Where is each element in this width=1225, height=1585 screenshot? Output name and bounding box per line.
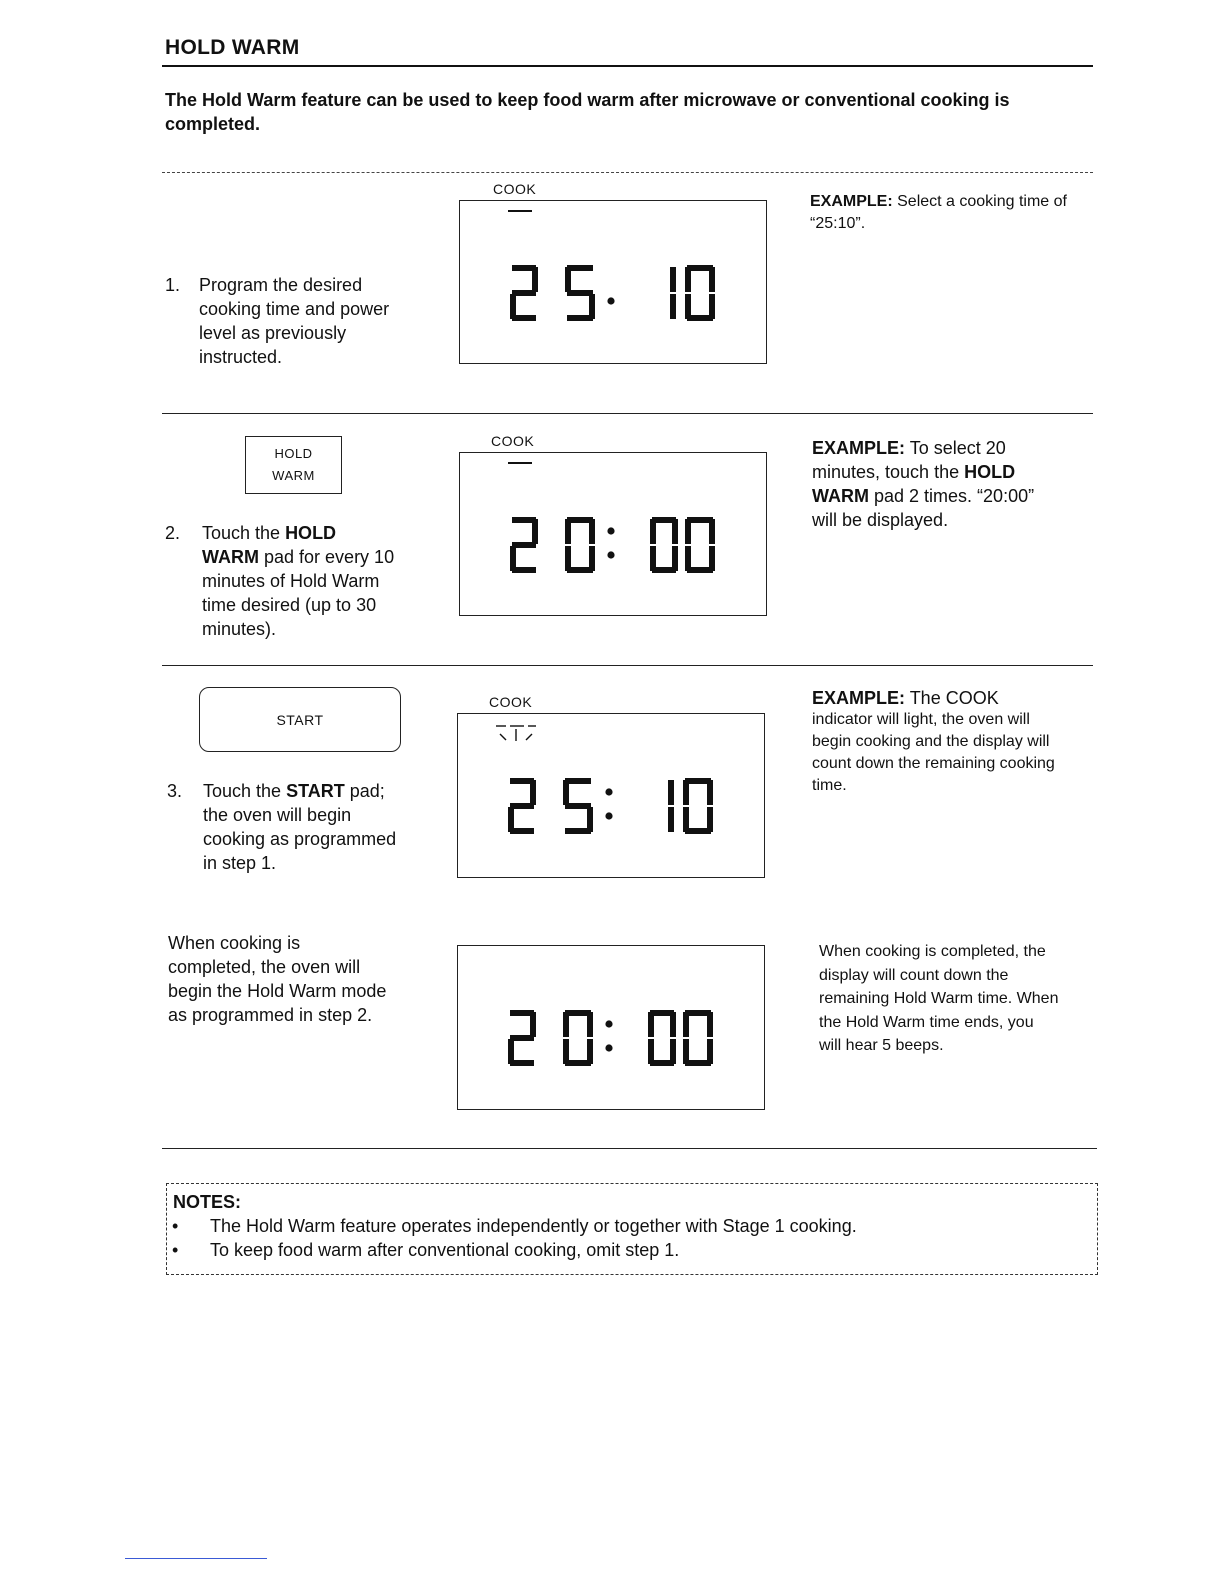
text-segment: pad; [344,781,385,801]
digit-segment [670,1012,676,1037]
text-line: begin the Hold Warm mode [168,981,387,1001]
digit-segment [668,780,674,805]
text-segment: Touch the [202,523,286,543]
text-segment: in step 1. [203,853,277,873]
text-segment: WARM [202,547,259,567]
pad-label: HOLD [274,446,313,461]
cook-indicator-label: COOK [493,181,537,197]
start-pad[interactable] [199,687,401,752]
bullet: • [172,1240,179,1260]
step-line: instructed. [199,347,283,367]
separator-dot [607,551,614,558]
digit-segment [587,1012,593,1037]
text-line [202,593,394,617]
intro-paragraph: The Hold Warm feature can be used to keep food warm after microwave or conventional cooking is completed. [165,90,1010,134]
notes-title: NOTES: [173,1192,242,1212]
text-segment: will be displayed. [812,510,949,530]
step-line: cooking time and power [199,299,390,319]
seven-segment-readout [460,201,766,363]
display-digit [565,265,595,321]
footer-link-line [125,1558,267,1559]
note-item [172,1238,679,1262]
display-digit [563,1010,593,1066]
example-line [812,484,1102,508]
text-line [202,569,394,593]
step-1-instructions [165,273,425,373]
separator-dot [605,788,612,795]
text-segment: START [286,781,345,801]
display-digit [670,267,676,319]
digit-segment [530,1012,536,1037]
text-segment: time desired (up to 30 [202,595,377,615]
display-digit [685,517,715,573]
text-segment: minutes). [202,619,277,639]
oven-display [457,945,765,1110]
digit-segment [670,267,676,292]
digit-segment [648,1012,654,1037]
example-line: count down the remaining cooking [812,755,1055,772]
digit-segment [707,1012,713,1037]
step-2-instructions [165,521,435,646]
cook-indicator-bar [508,210,532,212]
text-segment: WARM [812,486,869,506]
display-digit [668,780,674,832]
digit-segment [563,780,569,805]
example-lead: EXAMPLE: [812,688,906,708]
text-line [202,545,394,569]
digit-segment [565,828,591,834]
text-line: When cooking is completed, the [819,943,1046,960]
note-text: The Hold Warm feature operates independently or together with Stage 1 cooking. [210,1216,857,1236]
digit-segment [672,519,678,544]
display-digit [683,778,713,834]
step-number: 3. [167,781,183,801]
digit-segment [565,267,571,292]
countdown-description [819,940,1109,1058]
display-digit [685,265,715,321]
section-divider-2 [162,413,1093,414]
digit-segment [650,546,656,571]
text-segment: minutes of Hold Warm [202,571,380,591]
title-rule [162,65,1093,67]
display-digit [508,778,536,834]
digit-segment [685,546,691,571]
text-line: remaining Hold Warm time. When [819,990,1059,1007]
indicator-ray [526,734,532,740]
display-digit [650,517,678,573]
step-number: 2. [165,523,181,543]
digit-segment [709,519,715,544]
digit-segment [685,519,691,544]
example-lead: EXAMPLE: [810,193,893,210]
text-line [203,803,396,827]
digit-segment [510,828,534,834]
digit-segment [683,780,689,805]
digit-segment [532,519,538,544]
display-digit [563,778,593,834]
separator-dot [605,1044,612,1051]
display-digit [510,517,538,573]
text-line: as programmed in step 2. [168,1005,373,1025]
text-segment: the oven will begin [203,805,352,825]
hold-warm-pad[interactable] [245,436,342,494]
digit-segment [510,1060,534,1066]
example-line: begin cooking and the display will [812,733,1050,750]
example-line [812,508,1102,532]
digit-segment [512,315,536,321]
text-segment: To select 20 [905,438,1006,458]
digit-segment [512,567,536,573]
digit-segment [709,267,715,292]
seven-segment-readout [458,714,764,877]
digit-segment [563,1012,569,1037]
cook-indicator-blinking [496,726,536,741]
text-segment: minutes, touch the [812,462,965,482]
text-line [202,617,394,641]
separator-dot [605,1020,612,1027]
text-segment: Touch the [203,781,287,801]
example-line [812,460,1102,484]
text-segment: pad 2 times. “20:00” [869,486,1035,506]
digit-segment [670,294,676,319]
digit-segment [683,1012,689,1037]
digit-segment [648,1039,654,1064]
pad-label: WARM [272,468,315,483]
digit-segment [650,519,656,544]
cook-indicator-label: COOK [489,694,533,710]
step-line: Program the desired [199,275,363,295]
display-digit [683,1010,713,1066]
text-segment: HOLD [285,523,337,543]
digit-segment [565,546,571,571]
digit-segment [685,267,691,292]
digit-segment [532,267,538,292]
step-3-instructions [167,779,437,879]
text-segment: cooking as programmed [203,829,397,849]
pad-label: START [276,711,324,728]
note-item [172,1214,857,1238]
indicator-ray [500,734,506,740]
bullet: • [172,1216,179,1236]
text-line: When cooking is [168,933,301,953]
example-line: The COOK [905,688,999,708]
oven-display [457,713,765,878]
page-title: HOLD WARM [165,36,300,59]
example-line [812,436,1102,460]
cook-indicator-bar [508,462,532,464]
seven-segment-readout [458,946,764,1109]
example-line: Select a cooking time of [897,193,1067,210]
digit-segment [685,294,691,319]
separator-dot [607,527,614,534]
example-line: indicator will light, the oven will [812,711,1030,728]
example-text [812,687,1107,797]
display-digit [648,1010,676,1066]
step-line: level as previously [199,323,347,343]
digit-segment [668,807,674,832]
digit-segment [565,519,571,544]
separator-dot [607,297,614,304]
oven-display [459,452,767,616]
digit-segment [683,807,689,832]
digit-segment [589,519,595,544]
example-text [812,436,1102,532]
cook-indicator-label: COOK [491,433,535,449]
digit-segment [563,1039,569,1064]
note-text: To keep food warm after conventional cooking, omit step 1. [210,1240,680,1260]
display-digit [508,1010,536,1066]
section-divider-1 [162,172,1093,173]
display-digit [510,265,538,321]
text-line [203,827,396,851]
text-line: the Hold Warm time ends, you [819,1013,1034,1031]
hold-warm-mode-description [168,931,386,1027]
example-line: time. [812,777,847,794]
text-line [203,779,396,803]
seven-segment-readout [460,453,766,615]
section-divider-4 [162,1148,1097,1149]
oven-display [459,200,767,364]
digit-segment [683,1039,689,1064]
example-text [810,191,1100,235]
section-divider-3 [162,665,1093,666]
text-line [202,521,394,545]
text-line [203,851,396,875]
step-number: 1. [165,275,181,295]
text-line: completed, the oven will [168,957,361,977]
text-segment: HOLD [964,462,1016,482]
example-lead: EXAMPLE: [812,438,906,458]
example-line: “25:10”. [810,215,866,232]
display-digit [565,517,595,573]
text-segment: pad for every 10 [259,547,395,567]
text-line: will hear 5 beeps. [819,1037,944,1054]
separator-dot [605,812,612,819]
digit-segment [707,780,713,805]
text-line: display will count down the [819,966,1009,984]
digit-segment [530,780,536,805]
digit-segment [567,315,593,321]
